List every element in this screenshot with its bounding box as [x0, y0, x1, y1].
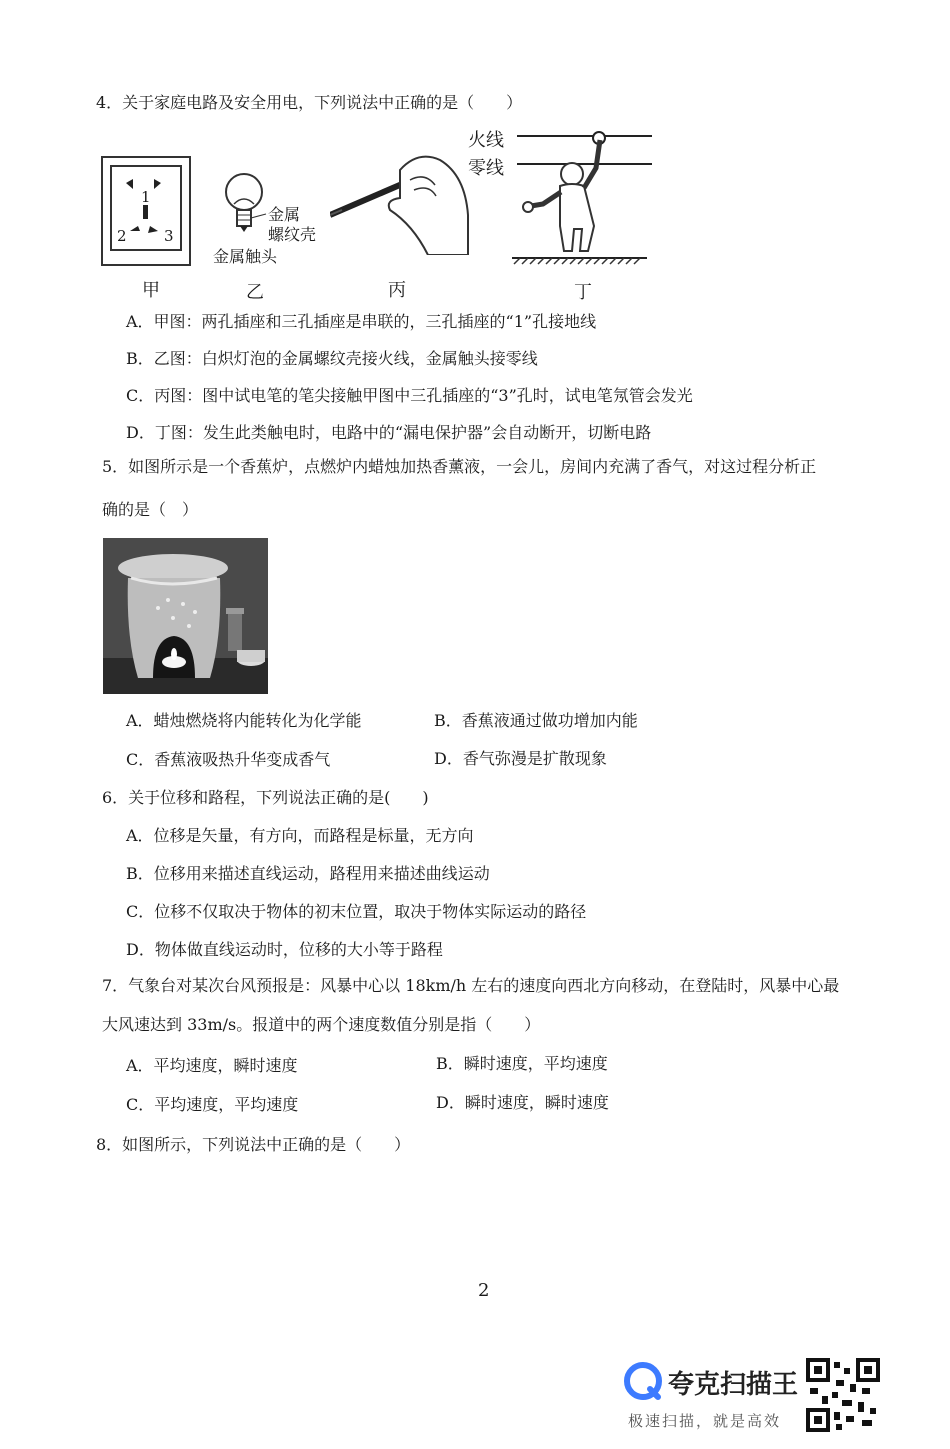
aroma-burner-photo	[103, 538, 268, 694]
live-wire-label: 火线	[468, 130, 504, 151]
socket-hole-2-label: 2	[117, 227, 127, 245]
scanner-watermark	[622, 1358, 882, 1436]
q7-stem-line2: 大风速达到 33m/s。报道中的两个速度数值分别是指（ ）	[102, 1015, 541, 1034]
page-number: 2	[478, 1280, 490, 1301]
socket-hole-3-label: 3	[164, 227, 174, 245]
q7-option-b: B．瞬时速度，平均速度	[436, 1054, 608, 1073]
q5-stem-line1: 5．如图所示是一个香蕉炉，点燃炉内蜡烛加热香薰液，一会儿，房间内充满了香气，对这过程分析正	[102, 457, 817, 476]
bulb-figure	[213, 170, 338, 266]
q7-option-c: C．平均速度，平均速度	[126, 1095, 299, 1114]
test-pen-hand-icon	[330, 150, 470, 255]
q6-option-c: C．位移不仅取决于物体的初末位置，取决于物体实际运动的路径	[126, 902, 587, 921]
q4-option-d: D．丁图：发生此类触电时，电路中的“漏电保护器”会自动断开，切断电路	[126, 423, 652, 442]
q7-stem-line1: 7．气象台对某次台风预报是：风暴中心以 18km/h 左右的速度向西北方向移动，在登陆时，风暴中心最	[102, 976, 840, 995]
q7-option-d: D．瞬时速度，瞬时速度	[436, 1093, 609, 1112]
q4-option-a: A．甲图：两孔插座和三孔插座是串联的，三孔插座的“1”孔接地线	[126, 312, 597, 331]
q5-option-a: A．蜡烛燃烧将内能转化为化学能	[126, 711, 362, 730]
q5-stem-line2: 确的是（ ）	[102, 500, 199, 519]
figure-yi-label: 乙	[246, 282, 264, 303]
q8-stem: 8．如图所示，下列说法中正确的是（ ）	[96, 1135, 411, 1154]
socket-hole-1-label: 1	[141, 188, 151, 206]
metal-contact-label: 金属触头	[213, 247, 278, 266]
screw-shell-label: 螺纹壳	[268, 225, 317, 244]
socket-outline-icon	[100, 155, 192, 267]
q4-stem: 4．关于家庭电路及安全用电，下列说法中正确的是（ ）	[96, 93, 523, 112]
socket-figure	[100, 155, 192, 267]
q6-option-d: D．物体做直线运动时，位移的大小等于路程	[126, 940, 443, 959]
test-pen-figure	[330, 150, 470, 255]
qr-code-icon	[806, 1358, 880, 1432]
quark-logo-icon	[624, 1362, 662, 1400]
q5-option-c: C．香蕉液吸热升华变成香气	[126, 750, 331, 769]
figure-ding-label: 丁	[574, 282, 592, 303]
watermark-brand: 夸克扫描王	[668, 1370, 799, 1400]
q5-option-d: D．香气弥漫是扩散现象	[434, 749, 607, 768]
q6-option-a: A．位移是矢量，有方向，而路程是标量，无方向	[126, 826, 474, 845]
q5-option-b: B．香蕉液通过做功增加内能	[434, 711, 638, 730]
q6-option-b: B．位移用来描述直线运动，路程用来描述曲线运动	[126, 864, 490, 883]
aroma-burner-image	[103, 538, 268, 694]
electrocution-figure	[462, 124, 657, 269]
metal-label: 金属	[268, 205, 301, 224]
q7-option-a: A．平均速度，瞬时速度	[126, 1056, 298, 1075]
figure-jia-label: 甲	[142, 280, 160, 301]
q4-option-b: B．乙图：白炽灯泡的金属螺纹壳接火线，金属触头接零线	[126, 349, 538, 368]
figure-bing-label: 丙	[388, 280, 406, 301]
q6-stem: 6．关于位移和路程，下列说法正确的是( )	[102, 788, 429, 807]
neutral-wire-label: 零线	[468, 158, 504, 179]
watermark-slogan: 极速扫描，就是高效	[628, 1412, 782, 1430]
q4-option-c: C．丙图：图中试电笔的笔尖接触甲图中三孔插座的“3”孔时，试电笔氖管会发光	[126, 386, 693, 405]
